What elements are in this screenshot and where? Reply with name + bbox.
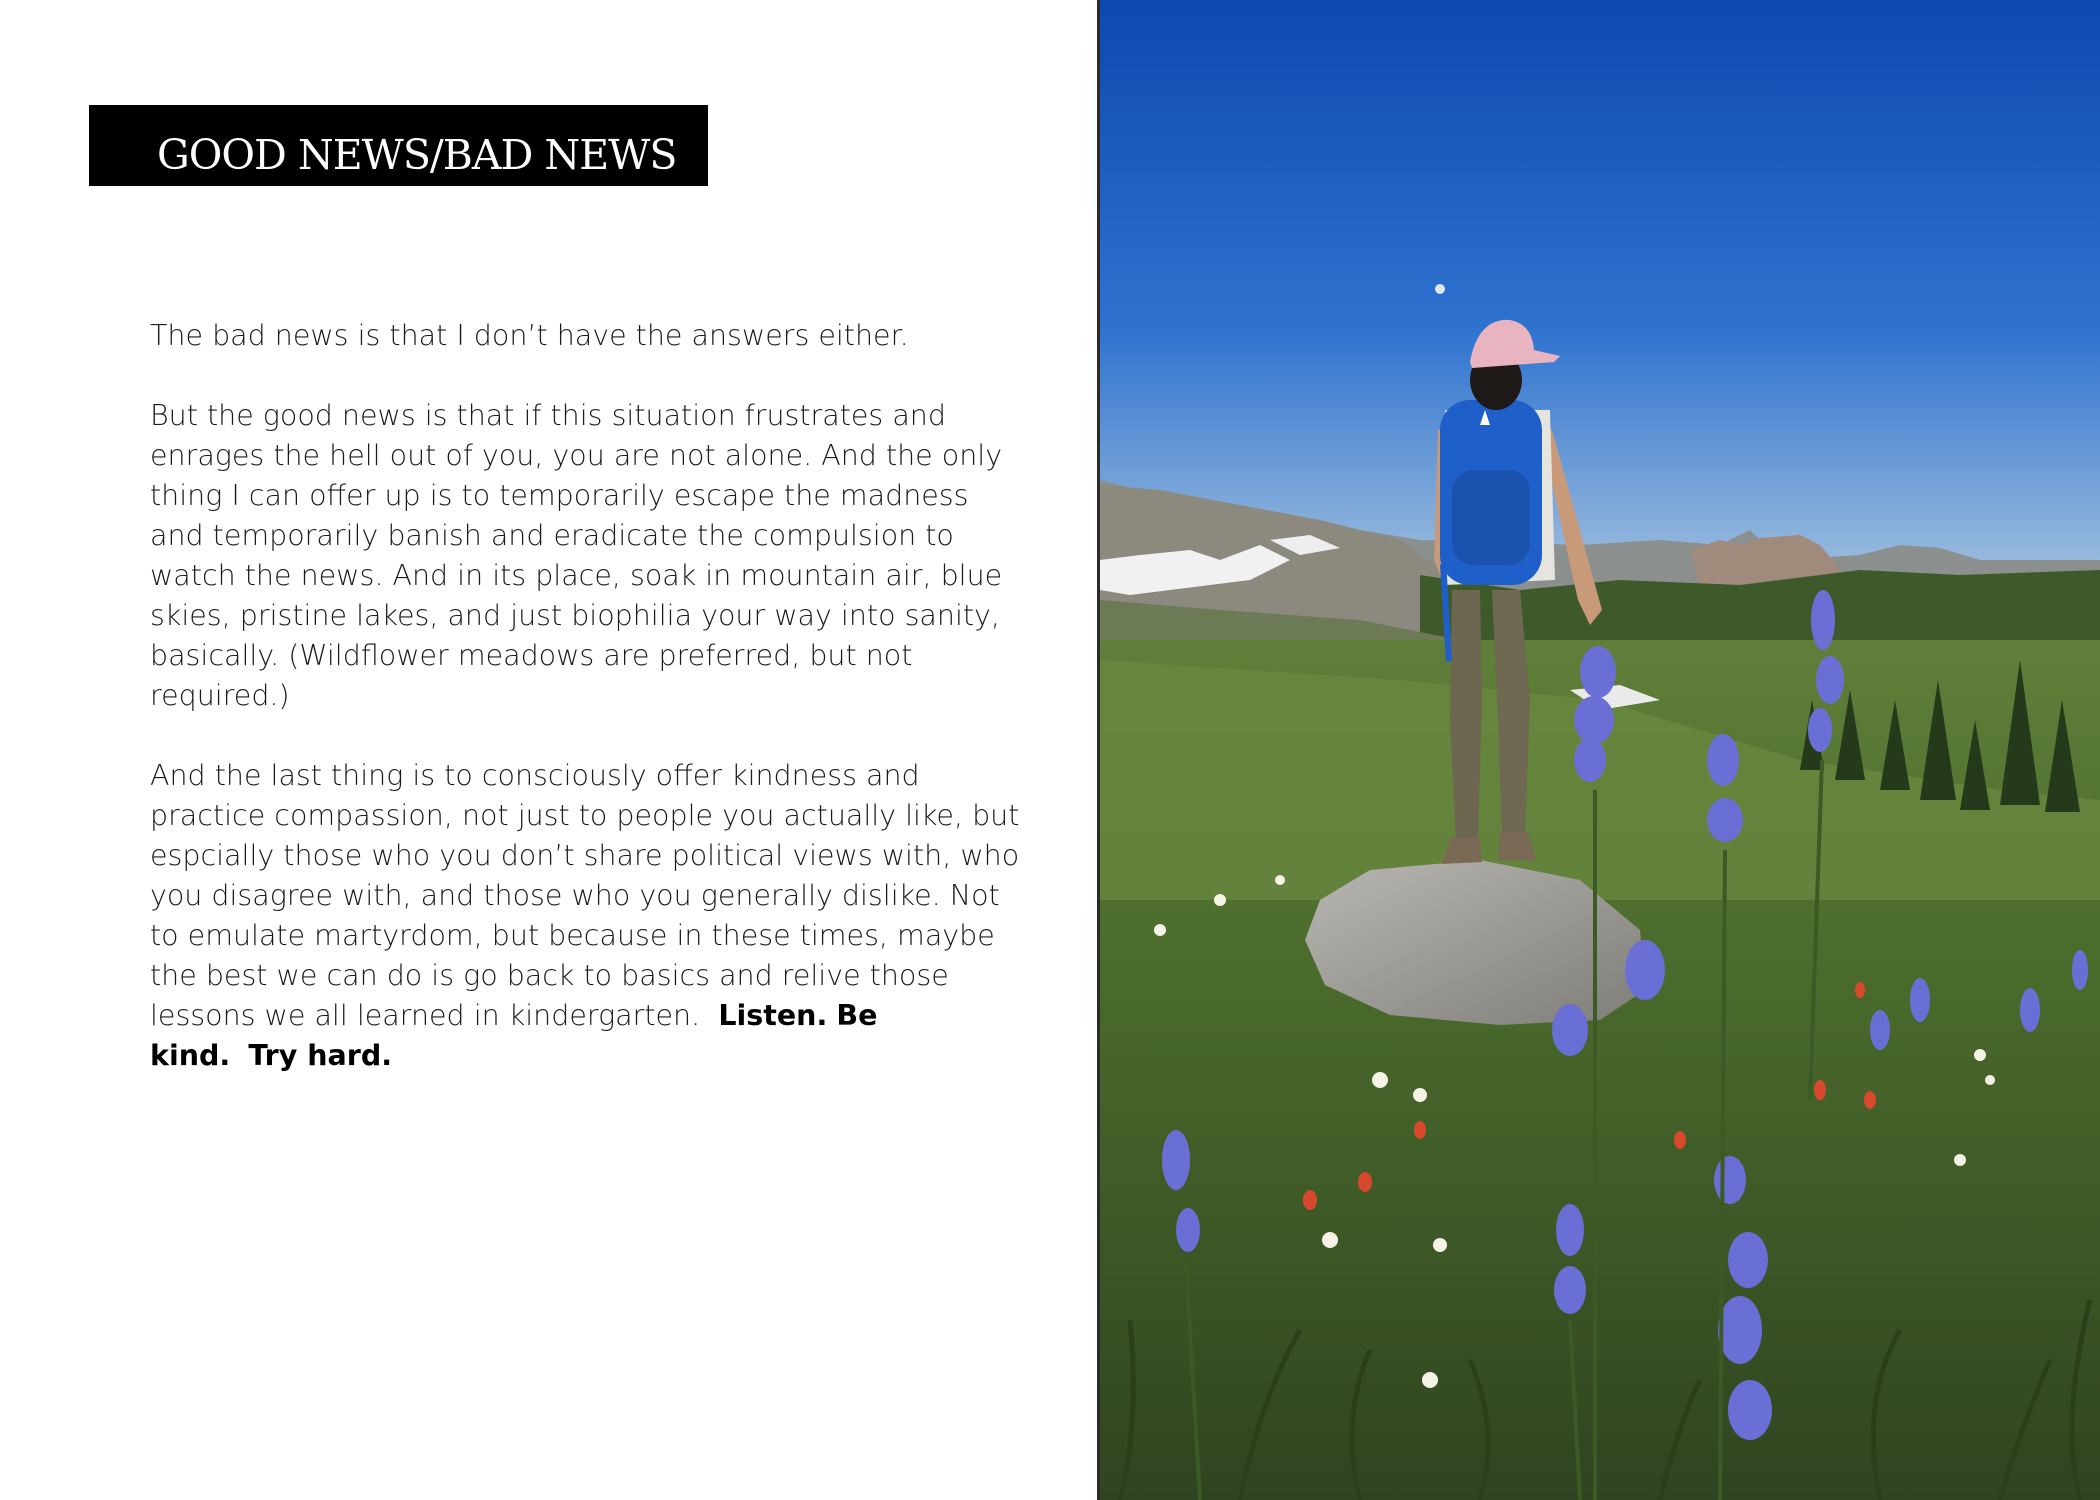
hiker-meadow-photo [1100, 0, 2100, 1500]
closing-listen: Listen. [718, 999, 828, 1032]
title-banner [89, 105, 708, 186]
article-body [150, 316, 1030, 1116]
closing-try-hard: Try hard. [248, 1039, 393, 1072]
paragraph-3 [150, 756, 1030, 1076]
paragraph-1: The bad news is that I don’t have the answers either. [150, 319, 909, 352]
moon [1435, 284, 1445, 294]
closing-be-kind: Be kind. [150, 999, 878, 1072]
paragraph-3-text: And the last thing is to consciously offer kindness and practice compassion, not just to people you actually like, but espcially those who you don’t share political views with, who you disagree with, and those who you generally dislike. Not to emulate martyrdom, but because in these times, maybe the best we can do is go back to basics and relive those lessons we all learned in kindergarten. [150, 759, 1020, 1032]
paragraph-2: But the good news is that if this situation frustrates and enrages the hell out of you, you are not alone. And the only thing I can offer up is to temporarily escape the madness and temporarily banish and eradicate the compulsion to watch the news. And in its place, soak in mountain air, blue skies, pristine lakes, and just biophilia your way into sanity, basically. (Wildflower meadows are preferred, but not required.) [150, 399, 1003, 712]
page-title: GOOD NEWS/BAD NEWS [157, 131, 677, 179]
